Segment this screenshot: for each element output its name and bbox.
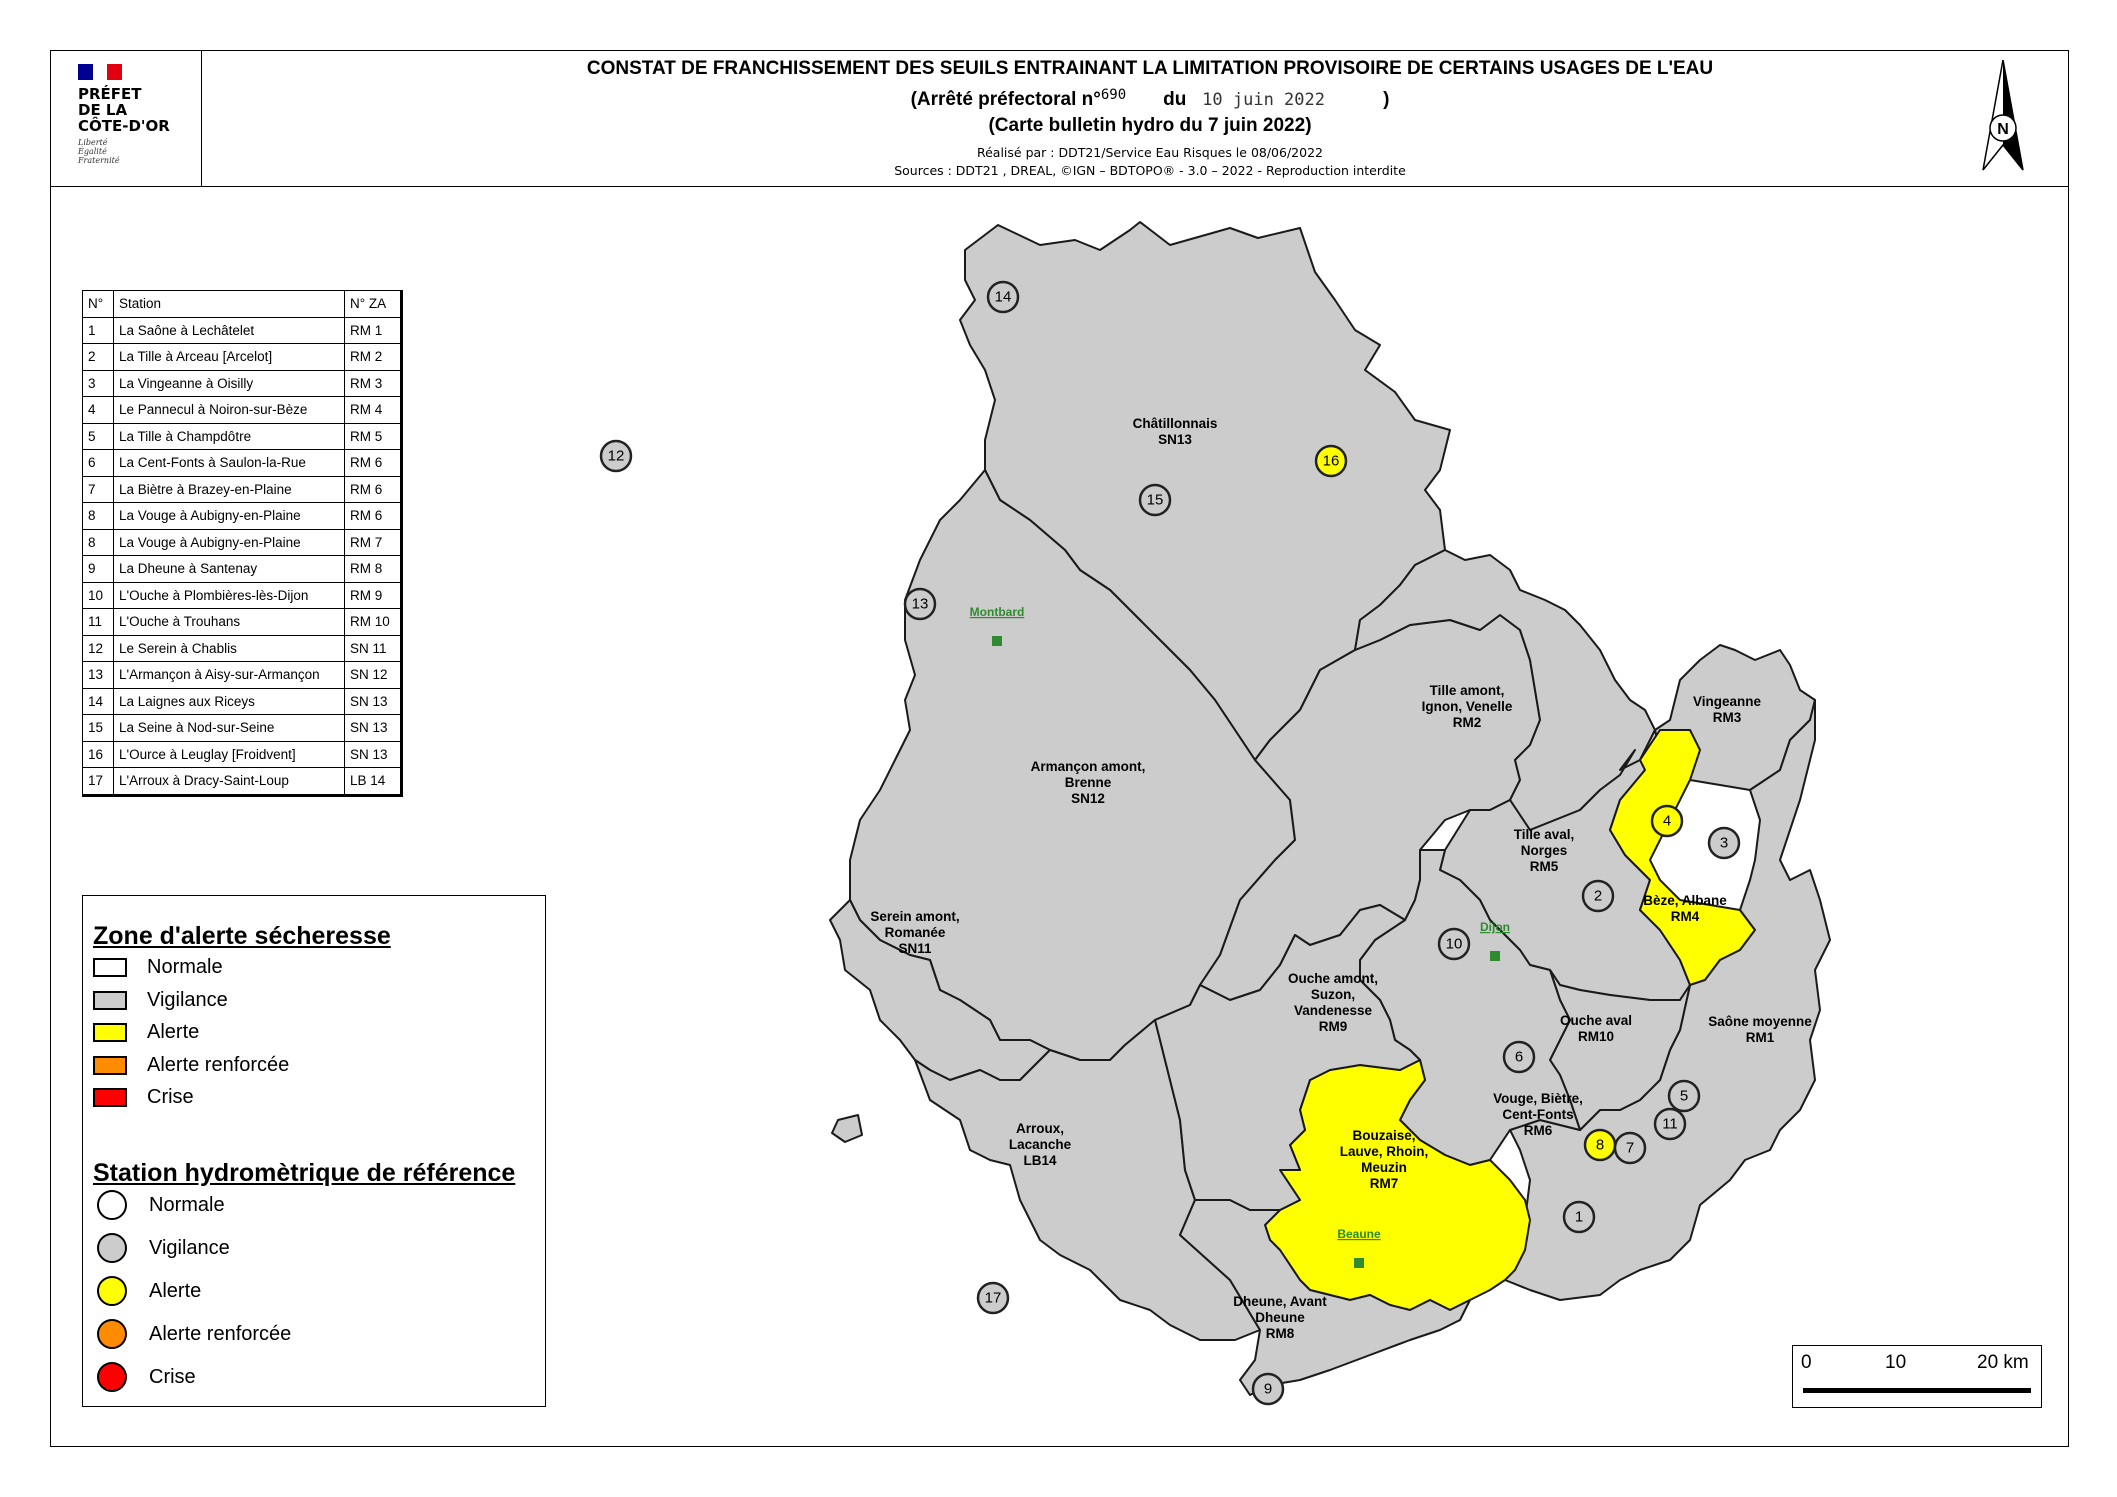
- station-number: 12: [607, 447, 625, 465]
- table-cell: L'Ource à Leuglay [Froidvent]: [114, 741, 345, 768]
- zone-label: RM3: [1712, 710, 1742, 725]
- table-cell: 4: [83, 397, 114, 424]
- table-cell: 2: [83, 344, 114, 371]
- table-header-cell: Station: [114, 291, 345, 318]
- station-number: 6: [1514, 1048, 1524, 1066]
- table-cell: La Laignes aux Riceys: [114, 688, 345, 715]
- north-label: N: [1997, 121, 2009, 138]
- zone-label: Ouche aval: [1559, 1013, 1633, 1028]
- table-cell: La Seine à Nod-sur-Seine: [114, 715, 345, 742]
- legend-zone-label: Normale: [147, 956, 223, 978]
- table-cell: SN 11: [345, 635, 402, 662]
- station-marker: [988, 282, 1018, 312]
- zone-label: Armançon amont,: [1030, 759, 1146, 774]
- table-cell: 13: [83, 662, 114, 689]
- legend-station-label: Alerte: [149, 1279, 202, 1302]
- table-cell: RM 6: [345, 450, 402, 477]
- title-line-3: (Carte bulletin hydro du 7 juin 2022): [988, 115, 1312, 136]
- city-marker: [1490, 951, 1500, 961]
- zone-island-1: [832, 1115, 862, 1142]
- city-label: Montbard: [969, 605, 1025, 619]
- zone-label: Vouge, Biètre,: [1493, 1091, 1583, 1106]
- station-marker: [1655, 1109, 1685, 1139]
- sources: Sources : DDT21 , DREAL, ©IGN – BDTOPO® - 3.0 – 2022 - Reproduction interdite: [894, 163, 1406, 178]
- table-cell: 17: [83, 768, 114, 796]
- station-marker: [1253, 1374, 1283, 1404]
- zone-label: SN11: [898, 941, 932, 956]
- table-cell: 8: [83, 503, 114, 530]
- table-cell: Le Serein à Chablis: [114, 635, 345, 662]
- station-number: 16: [1322, 452, 1340, 470]
- title-line-2: (Arrêté préfectoral n°$^{690}$ du 10 juin 2022 ): [910, 87, 1390, 110]
- arrete-date: 10 juin 2022: [1202, 90, 1325, 110]
- station-marker: [1583, 881, 1613, 911]
- table-cell: RM 8: [345, 556, 402, 583]
- table-cell: 9: [83, 556, 114, 583]
- table-cell: RM 10: [345, 609, 402, 636]
- table-cell: 12: [83, 635, 114, 662]
- zone-label: RM7: [1369, 1176, 1399, 1191]
- zone-label: Romanée: [884, 925, 946, 940]
- table-cell: 3: [83, 370, 114, 397]
- zone-label: Saône moyenne: [1708, 1014, 1812, 1029]
- zone-label: Cent-Fonts: [1502, 1107, 1574, 1122]
- station-marker: [1585, 1130, 1615, 1160]
- zone-label: RM5: [1529, 859, 1559, 874]
- arrete-number: 690: [1100, 87, 1127, 103]
- city-marker: [992, 636, 1002, 646]
- station-number: 9: [1263, 1380, 1273, 1398]
- zone-label: Vandenesse: [1293, 1003, 1373, 1018]
- zone-label: Serein amont,: [870, 909, 960, 924]
- zone-label: Dheune: [1255, 1310, 1305, 1325]
- zone-label: Ouche amont,: [1287, 971, 1379, 986]
- table-cell: RM 7: [345, 529, 402, 556]
- zone-label: Suzon,: [1310, 987, 1356, 1002]
- station-marker: [905, 589, 935, 619]
- table-cell: 15: [83, 715, 114, 742]
- station-number: 2: [1593, 887, 1603, 905]
- zone-label: Bouzaise,: [1352, 1128, 1416, 1143]
- table-cell: LB 14: [345, 768, 402, 796]
- logo-title: PRÉFET DE LA CÔTE-D'OR: [78, 85, 170, 135]
- table-cell: RM 6: [345, 503, 402, 530]
- station-number: 5: [1679, 1087, 1689, 1105]
- table-cell: RM 3: [345, 370, 402, 397]
- zone-label: RM9: [1318, 1019, 1348, 1034]
- station-marker: [1439, 929, 1469, 959]
- table-cell: L'Ouche à Trouhans: [114, 609, 345, 636]
- table-cell: SN 13: [345, 741, 402, 768]
- station-number: 11: [1662, 1115, 1678, 1133]
- station-marker: [1669, 1081, 1699, 1111]
- scale-bar: [1792, 1345, 2042, 1408]
- zone-label: Tille amont,: [1429, 683, 1505, 698]
- zone-label: Meuzin: [1361, 1160, 1407, 1175]
- table-cell: RM 1: [345, 317, 402, 344]
- table-cell: 6: [83, 450, 114, 477]
- table-cell: La Cent-Fonts à Saulon-la-Rue: [114, 450, 345, 477]
- station-number: 1: [1574, 1208, 1584, 1226]
- zone-label: RM8: [1265, 1326, 1295, 1341]
- scale-label-0: 0: [1801, 1352, 1812, 1373]
- station-number: 10: [1445, 935, 1463, 953]
- legend-zone-title: Zone d'alerte sécheresse: [93, 922, 391, 950]
- table-cell: La Dheune à Santenay: [114, 556, 345, 583]
- zone-label: SN12: [1071, 791, 1105, 806]
- zone-label: Châtillonnais: [1132, 416, 1218, 431]
- station-marker: [1316, 446, 1346, 476]
- station-marker: [1140, 485, 1170, 515]
- table-header-cell: N° ZA: [345, 291, 402, 318]
- table-cell: SN 13: [345, 715, 402, 742]
- table-cell: RM 5: [345, 423, 402, 450]
- scale-line: [1803, 1388, 2031, 1393]
- table-cell: RM 6: [345, 476, 402, 503]
- city-label: Dijon: [1480, 920, 1510, 934]
- table-cell: La Biètre à Brazey-en-Plaine: [114, 476, 345, 503]
- title-line-1: CONSTAT DE FRANCHISSEMENT DES SEUILS ENTRAINANT LA LIMITATION PROVISOIRE DE CERTAINS USAGES DE L'EAU: [586, 58, 1714, 79]
- zone-label: LB14: [1023, 1153, 1057, 1168]
- table-cell: La Tille à Arceau [Arcelot]: [114, 344, 345, 371]
- table-cell: 8: [83, 529, 114, 556]
- table-cell: 16: [83, 741, 114, 768]
- station-marker: [601, 441, 631, 471]
- scale-label-20: 20 km: [1977, 1352, 2029, 1373]
- station-marker: [1615, 1133, 1645, 1163]
- table-cell: RM 4: [345, 397, 402, 424]
- station-number: 15: [1146, 491, 1164, 509]
- table-cell: 14: [83, 688, 114, 715]
- table-cell: L'Ouche à Plombières-lès-Dijon: [114, 582, 345, 609]
- zone-label: RM1: [1745, 1030, 1775, 1045]
- table-cell: La Tille à Champdôtre: [114, 423, 345, 450]
- legend-station-label: Normale: [149, 1193, 225, 1216]
- legend-station-label: Vigilance: [149, 1236, 230, 1259]
- zone-label: Ignon, Venelle: [1421, 699, 1513, 714]
- table-cell: 10: [83, 582, 114, 609]
- table-cell: La Vingeanne à Oisilly: [114, 370, 345, 397]
- legend-zone-label: Vigilance: [147, 988, 228, 1011]
- table-cell: SN 12: [345, 662, 402, 689]
- legend-station-title: Station hydromètrique de référence: [93, 1159, 516, 1187]
- table-cell: Le Pannecul à Noiron-sur-Bèze: [114, 397, 345, 424]
- zone-label: SN13: [1158, 432, 1192, 447]
- station-number: 13: [911, 595, 929, 613]
- zone-label: Norges: [1520, 843, 1568, 858]
- zone-label: RM10: [1577, 1029, 1615, 1044]
- table-cell: 1: [83, 317, 114, 344]
- zone-label: RM2: [1452, 715, 1482, 730]
- table-cell: La Saône à Lechâtelet: [114, 317, 345, 344]
- zone-label: RM6: [1523, 1123, 1553, 1138]
- zone-label: RM4: [1670, 909, 1700, 924]
- table-cell: L'Armançon à Aisy-sur-Armançon: [114, 662, 345, 689]
- zone-label: Tille aval,: [1513, 827, 1575, 842]
- station-marker: [978, 1283, 1008, 1313]
- table-cell: 11: [83, 609, 114, 636]
- station-number: 8: [1595, 1136, 1605, 1154]
- station-marker: [1564, 1202, 1594, 1232]
- station-marker: [1504, 1042, 1534, 1072]
- zone-label: Arroux,: [1015, 1121, 1065, 1136]
- table-cell: SN 13: [345, 688, 402, 715]
- city-label: Beaune: [1337, 1227, 1381, 1241]
- table-cell: La Vouge à Aubigny-en-Plaine: [114, 503, 345, 530]
- realise-par: Réalisé par : DDT21/Service Eau Risques le 08/06/2022: [976, 145, 1323, 160]
- table-cell: L'Arroux à Dracy-Saint-Loup: [114, 768, 345, 796]
- station-number: 17: [984, 1289, 1002, 1307]
- zone-label: Brenne: [1064, 775, 1112, 790]
- station-marker: [1652, 806, 1682, 836]
- table-cell: 7: [83, 476, 114, 503]
- legend-station-label: Crise: [149, 1365, 196, 1388]
- legend-zone-label: Crise: [147, 1086, 194, 1108]
- table-cell: 5: [83, 423, 114, 450]
- legend-zone-label: Alerte renforcée: [147, 1053, 290, 1076]
- zone-label: Dheune, Avant: [1233, 1294, 1327, 1309]
- logo-motto: Liberté Égalité Fraternité: [78, 138, 120, 165]
- table-cell: La Vouge à Aubigny-en-Plaine: [114, 529, 345, 556]
- station-marker: [1709, 828, 1739, 858]
- scale-label-10: 10: [1885, 1352, 1907, 1373]
- zone-label: Lacanche: [1008, 1137, 1072, 1152]
- station-number: 3: [1719, 834, 1729, 852]
- zone-label: Vingeanne: [1692, 694, 1762, 709]
- legend-zone-label: Alerte: [147, 1021, 200, 1043]
- station-number: 7: [1625, 1139, 1635, 1157]
- table-cell: RM 9: [345, 582, 402, 609]
- table-cell: RM 2: [345, 344, 402, 371]
- zone-label: Bèze, Albane: [1643, 893, 1727, 908]
- legend-station-label: Alerte renforcée: [149, 1322, 292, 1345]
- station-number: 14: [994, 288, 1012, 306]
- station-number: 4: [1662, 812, 1672, 830]
- table-header-cell: N°: [83, 291, 114, 318]
- zone-label: Lauve, Rhoin,: [1339, 1144, 1429, 1159]
- city-marker: [1354, 1258, 1364, 1268]
